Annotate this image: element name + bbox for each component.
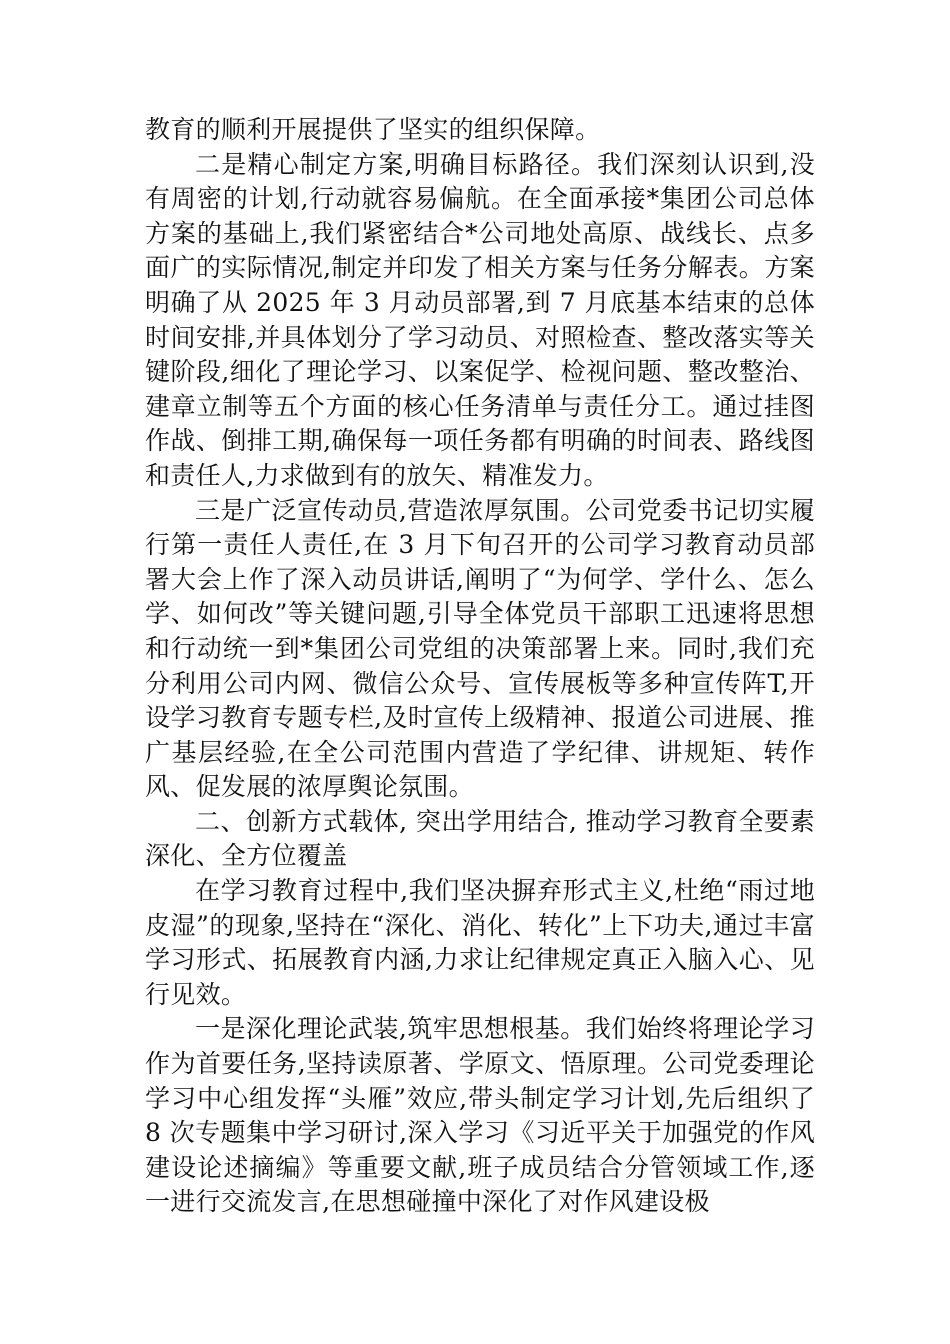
paragraph-section-intro: 在学习教育过程中,我们坚决摒弃形式主义,杜绝“雨过地皮湿”的现象,坚持在“深化、消化、转化”上下功夫,通过丰富学习形式、拓展教育内涵,力求让纪律规定真正入脑入心、见行见效。 [145,876,815,1009]
paragraph-theory: 一是深化理论武装,筑牢思想根基。我们始终将理论学习作为首要任务,坚持读原著、学原文、悟原理。公司党委理论学习中心组发挥“头雁”效应,带头制定学习计划,先后组织了 8 次专题集中学习研讨,深入学习《习近平关于加强党的作风建设论述摘编》等重要文献,班子成员结合分管领域工作,逐一进行交流发言,在思想碰撞中深化了对作风建设极 [145,1014,815,1217]
paragraph-plan: 二是精心制定方案,明确目标路径。我们深刻认识到,没有周密的计划,行动就容易偏航。在全面承接*集团公司总体方案的基础上,我们紧密结合*公司地处高原、战线长、点多面广的实际情况,制定并印发了相关方案与任务分解表。方案明确了从 2025 年 3 月动员部署,到 7 月底基本结束的总体时间安排,并具体划分了学习动员、对照检查、整改落实等关键阶段,细化了理论学习、以案促学、检视问题、整改整治、建章立制等五个方面的核心任务清单与责任分工。通过挂图作战、倒排工期,确保每一项任务都有明确的时间表、路线图和责任人,力求做到有的放矢、精准发力。 [145,149,815,490]
paragraph-continuation: 教育的顺利开展提供了坚实的组织保障。 [145,115,601,144]
section-heading: 二、创新方式载体, 突出学用结合, 推动学习教育全要素深化、全方位覆盖 [145,806,815,871]
paragraph-publicity: 三是广泛宣传动员,营造浓厚氛围。公司党委书记切实履行第一责任人责任,在 3 月下旬召开的公司学习教育动员部署大会上作了深入动员讲话,阐明了“为何学、学什么、怎么学、如何改”等关键问题,引导全体党员干部职工迅速将思想和行动统一到*集团公司党组的决策部署上来。同时,我们充分利用公司内网、微信公众号、宣传展板等多种宣传阵T,开设学习教育专题专栏,及时宣传上级精神、报道公司进展、推广基层经验,在全公司范围内营造了学纪律、讲规矩、转作风、促发展的浓厚舆论氛围。 [145,495,815,802]
document-body [145,113,815,1220]
